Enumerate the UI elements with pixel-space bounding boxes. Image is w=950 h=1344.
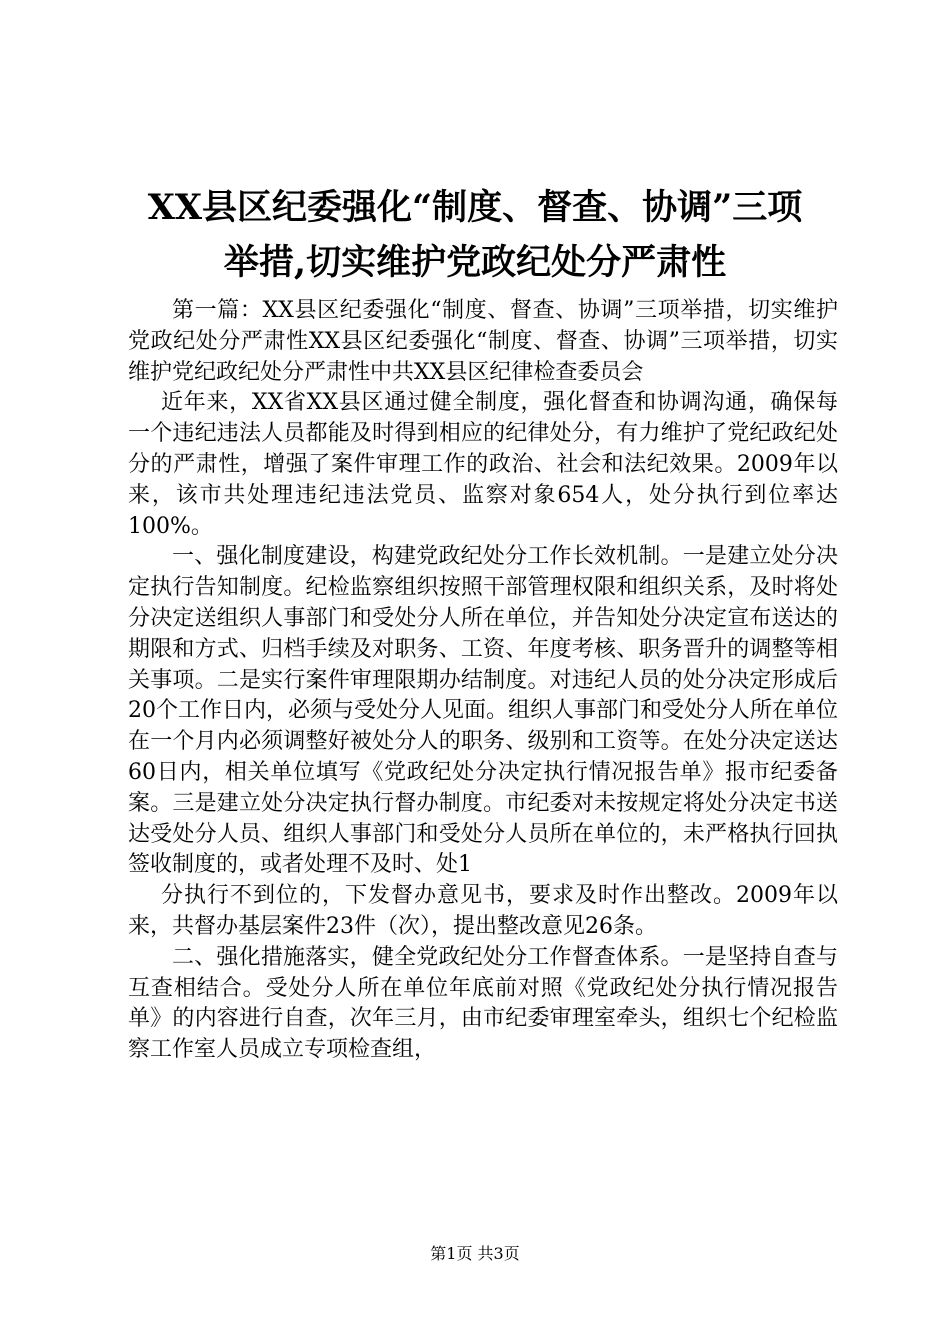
paragraph-overview: 近年来，XX省XX县区通过健全制度，强化督查和协调沟通，确保每一个违纪违法人员都能及时得到相应的纪律处分，有力维护了党纪政纪处分的严肃性，增强了案件审理工作的政治、社会和法纪效果。2009年以来，该市共处理违纪违法党员、监察对象654人，处分执行到位率达100%。 (128, 390, 838, 539)
document-body (128, 296, 838, 1066)
paragraph-section-one-continued: 分执行不到位的，下发督办意见书，要求及时作出整改。2009年以来，共督办基层案件23件（次），提出整改意见26条。 (128, 883, 838, 939)
paragraph-section-one: 一、强化制度建设，构建党政纪处分工作长效机制。一是建立处分决定执行告知制度。纪检监察组织按照干部管理权限和组织关系，及时将处分决定送组织人事部门和受处分人所在单位，并告知处分决定宣布送达的期限和方式、归档手续及对职务、工资、年度考核、职务晋升的调整等相关事项。二是实行案件审理限期办结制度。对违纪人员的处分决定形成后20个工作日内，必须与受处分人见面。组织人事部门和受处分人所在单位在一个月内必须调整好被处分人的职务、级别和工资等。在处分决定送达60日内，相关单位填写《党政纪处分决定执行情况报告单》报市纪委备案。三是建立处分决定执行督办制度。市纪委对未按规定将处分决定书送达受处分人员、组织人事部门和受处分人员所在单位的，未严格执行回执签收制度的，或者处理不及时、处1 (128, 544, 838, 878)
paragraph-section-two: 二、强化措施落实，健全党政纪处分工作督查体系。一是坚持自查与互查相结合。受处分人所在单位年底前对照《党政纪处分执行情况报告单》的内容进行自查，次年三月，由市纪委审理室牵头，组织七个纪检监察工作室人员成立专项检查组， (128, 944, 838, 1063)
page-number-footer: 第1页 共3页 (430, 1244, 520, 1263)
document-title-line-2: 举措,切实维护党政纪处分严肃性 (223, 242, 727, 283)
paragraph-intro: 第一篇：XX县区纪委强化“制度、督查、协调”三项举措，切实维护党政纪处分严肃性XX县区纪委强化“制度、督查、协调”三项举措，切实维护党纪政纪处分严肃性中共XX县区纪律检查委员会 (128, 298, 838, 385)
document-title-line-1: XX县区纪委强化“制度、督查、协调”三项 (147, 187, 803, 228)
